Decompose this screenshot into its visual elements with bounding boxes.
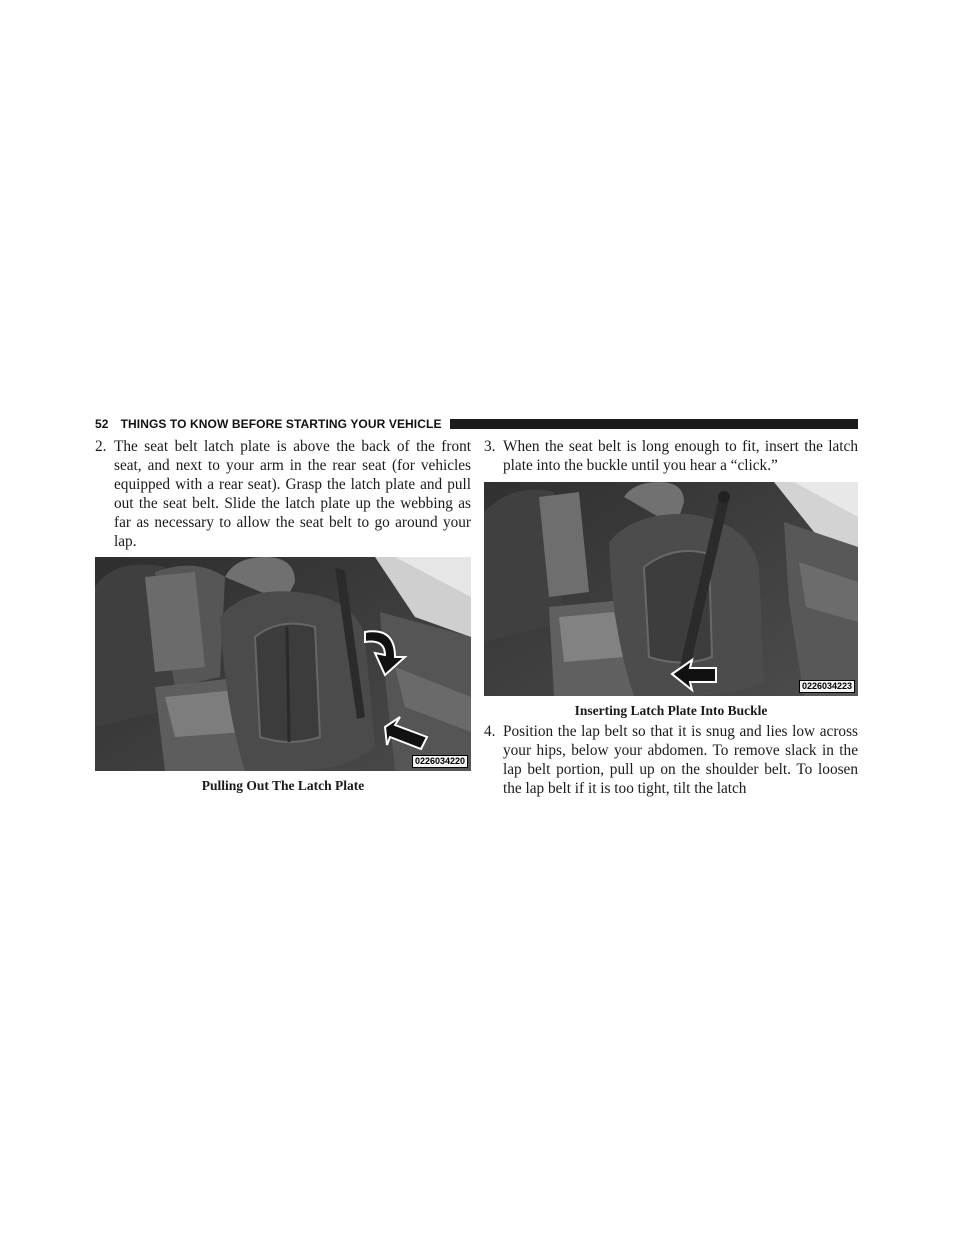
image-code: 0226034223 <box>799 680 855 693</box>
step-number: 2. <box>95 438 107 455</box>
figure-caption: Pulling Out The Latch Plate <box>201 778 365 794</box>
page-header <box>95 416 858 432</box>
step-number: 3. <box>484 438 496 455</box>
step-text: When the seat belt is long enough to fit, insert the latch plate into the buckle until you hear a “click.” <box>503 438 858 474</box>
right-column <box>484 438 858 798</box>
figure-caption: Inserting Latch Plate Into Buckle <box>574 702 768 718</box>
seat-illustration <box>95 557 471 771</box>
section-title: THINGS TO KNOW BEFORE STARTING YOUR VEHICLE <box>120 417 442 431</box>
step-2 <box>95 438 471 551</box>
figure-inserting-latch-plate <box>484 482 858 696</box>
image-code: 0226034220 <box>412 755 468 768</box>
step-text: Position the lap belt so that it is snug and lies low across your hips, below your abdomen. To remove slack in the lap belt portion, pull up on the shoulder belt. To loosen the lap belt if it is too tight, tilt the latch <box>503 722 858 797</box>
page-number: 52 <box>95 417 109 431</box>
step-4 <box>484 723 858 799</box>
figure-pulling-latch-plate <box>95 557 471 771</box>
left-column <box>95 438 471 794</box>
step-number: 4. <box>484 722 496 740</box>
header-rule <box>450 419 858 429</box>
step-3 <box>484 438 858 476</box>
seat-illustration <box>484 482 858 696</box>
step-text: The seat belt latch plate is above the back of the front seat, and next to your arm in the rear seat (for vehicles equipped with a rear seat). Grasp the latch plate and pull out the seat belt. Slide the latch plate up the webbing as far as necessary to allow the seat belt to go around your lap. <box>114 438 471 550</box>
